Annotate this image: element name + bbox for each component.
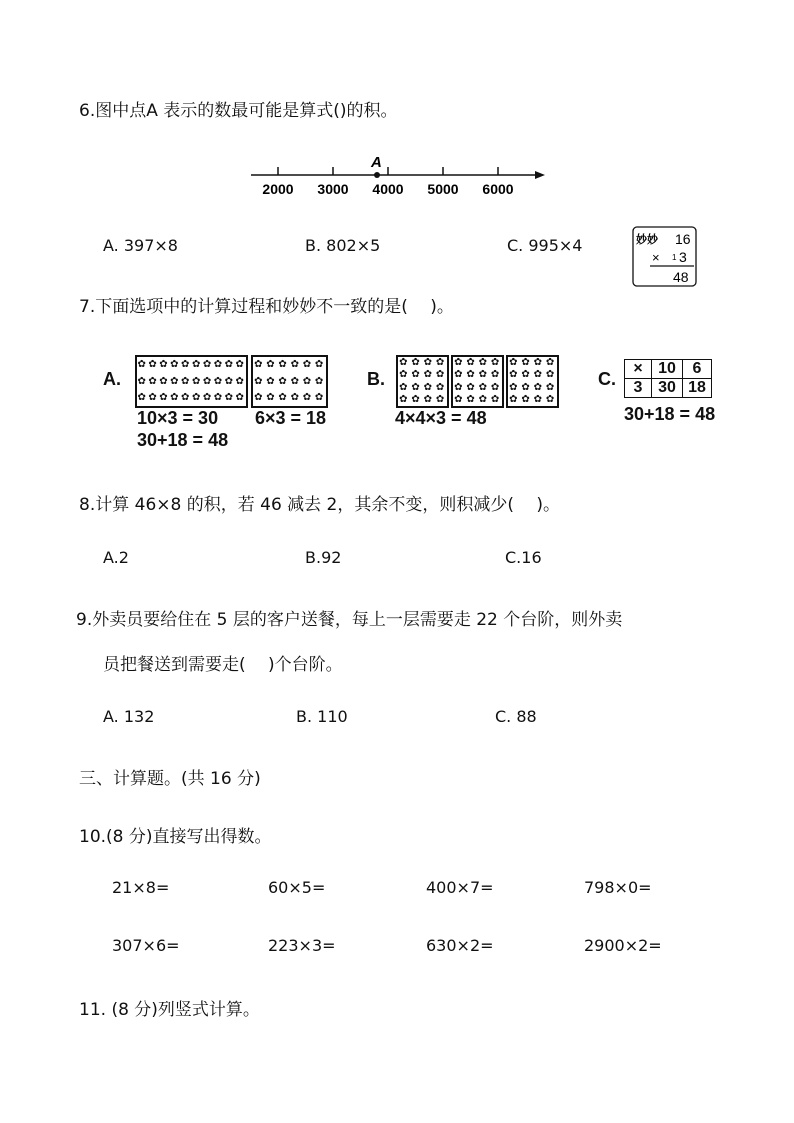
flower-dot-icon: ✿ [509, 381, 518, 393]
q7-option-b-label[interactable]: B. [367, 369, 385, 389]
flower-dot-icon: ✿ [254, 391, 263, 403]
flower-dot-icon: ✿ [159, 375, 168, 387]
flower-dot-icon: ✿ [423, 381, 433, 393]
flower-dot-icon: ✿ [137, 375, 146, 387]
flower-dot-icon: ✿ [454, 393, 463, 405]
flower-dot-icon: ✿ [545, 357, 555, 369]
flower-dot-icon: ✿ [235, 391, 244, 403]
flower-dot-icon: ✿ [202, 375, 212, 387]
flower-dot-icon: ✿ [533, 369, 543, 381]
flower-dot-icon: ✿ [490, 393, 500, 405]
point-a [374, 172, 380, 178]
q7-c-cell-10: 10 [652, 360, 683, 379]
flower-dot-icon: ✿ [266, 359, 275, 371]
q10-item-8: 2900×2= [584, 936, 662, 955]
q7-c-equation-1: 30+18 = 48 [624, 404, 716, 424]
flower-dot-icon: ✿ [521, 393, 530, 405]
q9-option-a[interactable]: A. 132 [103, 707, 155, 726]
flower-dot-icon: ✿ [181, 391, 190, 403]
flower-dot-icon: ✿ [137, 359, 146, 371]
flower-dot-icon: ✿ [191, 391, 201, 403]
q7-option-c-label[interactable]: C. [598, 369, 616, 389]
flower-dot-icon: ✿ [545, 381, 555, 393]
q8-option-c[interactable]: C.16 [505, 548, 542, 567]
flower-dot-icon: ✿ [454, 357, 463, 369]
tick-label-4000: 4000 [372, 181, 404, 197]
question-7-text: 7.下面选项中的计算过程和妙妙不一致的是( )。 [79, 297, 454, 317]
tick-label-6000: 6000 [482, 181, 514, 197]
flower-dot-icon: ✿ [490, 369, 500, 381]
flower-dot-icon: ✿ [224, 375, 234, 387]
flower-dot-icon: ✿ [290, 359, 299, 371]
flower-dot-icon: ✿ [466, 381, 475, 393]
miaomiao-card [632, 226, 698, 288]
q10-item-7: 630×2= [426, 936, 494, 955]
flower-dot-icon: ✿ [159, 359, 168, 371]
flower-dot-icon: ✿ [490, 357, 500, 369]
q9-option-c[interactable]: C. 88 [495, 707, 537, 726]
flower-dot-icon: ✿ [533, 381, 543, 393]
q7-a-equation-1: 10×3 = 30 [137, 408, 219, 428]
flower-dot-icon: ✿ [411, 381, 420, 393]
q7-a-dot-array-10x3 [135, 355, 248, 408]
flower-dot-icon: ✿ [423, 393, 433, 405]
flower-dot-icon: ✿ [202, 359, 212, 371]
flower-dot-icon: ✿ [235, 359, 244, 371]
flower-dot-icon: ✿ [278, 375, 287, 387]
flower-dot-icon: ✿ [148, 391, 157, 403]
flower-dot-icon: ✿ [435, 381, 445, 393]
question-11-text: 11. (8 分)列竖式计算。 [79, 1000, 260, 1020]
q7-c-times-cell: × [625, 360, 652, 379]
q7-c-cell-3: 3 [625, 379, 652, 398]
flower-dot-icon: ✿ [159, 391, 168, 403]
q10-item-6: 223×3= [268, 936, 336, 955]
flower-dot-icon: ✿ [466, 369, 475, 381]
flower-dot-icon: ✿ [224, 391, 234, 403]
q7-c-table-row-2 [625, 379, 712, 398]
point-a-label: A [371, 154, 382, 171]
flower-dot-icon: ✿ [170, 359, 179, 371]
flower-dot-icon: ✿ [213, 375, 223, 387]
q10-item-1: 21×8= [112, 878, 170, 897]
flower-dot-icon: ✿ [399, 393, 408, 405]
flower-dot-icon: ✿ [302, 391, 312, 403]
flower-dot-icon: ✿ [254, 359, 263, 371]
q7-b-dot-block-2 [451, 355, 504, 408]
flower-dot-icon: ✿ [478, 369, 488, 381]
q7-option-a-label[interactable]: A. [103, 369, 121, 389]
miaomiao-name: 妙妙 [636, 234, 658, 246]
q8-option-a[interactable]: A.2 [103, 548, 129, 567]
q6-option-c[interactable]: C. 995×4 [507, 236, 583, 255]
flower-dot-icon: ✿ [399, 369, 408, 381]
q7-c-cell-6: 6 [683, 360, 712, 379]
flower-dot-icon: ✿ [235, 375, 244, 387]
flower-dot-icon: ✿ [170, 375, 179, 387]
flower-dot-icon: ✿ [399, 357, 408, 369]
tick-label-2000: 2000 [262, 181, 294, 197]
flower-dot-icon: ✿ [521, 381, 530, 393]
flower-dot-icon: ✿ [314, 391, 324, 403]
flower-dot-icon: ✿ [423, 369, 433, 381]
q7-c-table-row-1 [625, 360, 712, 379]
question-9-line-1: 9.外卖员要给住在 5 层的客户送餐，每上一层需要走 22 个台阶，则外卖 [76, 610, 623, 630]
flower-dot-icon: ✿ [191, 359, 201, 371]
flower-dot-icon: ✿ [533, 393, 543, 405]
flower-dot-icon: ✿ [466, 357, 475, 369]
flower-dot-icon: ✿ [302, 375, 312, 387]
flower-dot-icon: ✿ [411, 393, 420, 405]
flower-dot-icon: ✿ [302, 359, 312, 371]
q7-a-equation-2: 6×3 = 18 [255, 408, 327, 428]
flower-dot-icon: ✿ [290, 391, 299, 403]
flower-dot-icon: ✿ [213, 359, 223, 371]
flower-dot-icon: ✿ [478, 357, 488, 369]
question-9-line-2: 员把餐送到需要走( )个台阶。 [103, 655, 343, 675]
flower-dot-icon: ✿ [224, 359, 234, 371]
q7-a-dot-array-6x3 [251, 355, 328, 408]
q6-option-a[interactable]: A. 397×8 [103, 236, 178, 255]
flower-dot-icon: ✿ [545, 393, 555, 405]
q7-a-equation-3: 30+18 = 48 [137, 430, 229, 450]
flower-dot-icon: ✿ [521, 369, 530, 381]
flower-dot-icon: ✿ [478, 393, 488, 405]
flower-dot-icon: ✿ [435, 357, 445, 369]
q7-c-cell-30: 30 [652, 379, 683, 398]
flower-dot-icon: ✿ [399, 381, 408, 393]
section-3-title: 三、计算题。(共 16 分) [79, 769, 261, 789]
flower-dot-icon: ✿ [137, 391, 146, 403]
miaomiao-times-sign: × [652, 250, 660, 265]
flower-dot-icon: ✿ [266, 391, 275, 403]
flower-dot-icon: ✿ [509, 357, 518, 369]
q10-item-5: 307×6= [112, 936, 180, 955]
flower-dot-icon: ✿ [290, 375, 299, 387]
q10-item-3: 400×7= [426, 878, 494, 897]
flower-dot-icon: ✿ [181, 375, 190, 387]
flower-dot-icon: ✿ [423, 357, 433, 369]
flower-dot-icon: ✿ [278, 359, 287, 371]
question-10-text: 10.(8 分)直接写出得数。 [79, 827, 272, 847]
tick-label-3000: 3000 [317, 181, 349, 197]
question-8-text: 8.计算 46×8 的积，若 46 减去 2，其余不变，则积减少( )。 [79, 495, 561, 515]
flower-dot-icon: ✿ [148, 375, 157, 387]
q8-option-b[interactable]: B.92 [305, 548, 342, 567]
q9-option-b[interactable]: B. 110 [296, 707, 348, 726]
flower-dot-icon: ✿ [509, 393, 518, 405]
flower-dot-icon: ✿ [170, 391, 179, 403]
flower-dot-icon: ✿ [454, 369, 463, 381]
flower-dot-icon: ✿ [314, 375, 324, 387]
tick-label-5000: 5000 [427, 181, 459, 197]
number-line [245, 150, 555, 202]
question-6-text: 6.图中点A 表示的数最可能是算式()的积。 [79, 101, 398, 121]
flower-dot-icon: ✿ [490, 381, 500, 393]
flower-dot-icon: ✿ [411, 369, 420, 381]
flower-dot-icon: ✿ [521, 357, 530, 369]
q7-b-dot-block-3 [506, 355, 559, 408]
flower-dot-icon: ✿ [435, 369, 445, 381]
q7-c-multiplication-table [624, 359, 712, 398]
flower-dot-icon: ✿ [181, 359, 190, 371]
q7-c-cell-18: 18 [683, 379, 712, 398]
flower-dot-icon: ✿ [533, 357, 543, 369]
miaomiao-top-number: 16 [675, 231, 691, 247]
flower-dot-icon: ✿ [278, 391, 287, 403]
flower-dot-icon: ✿ [202, 391, 212, 403]
flower-dot-icon: ✿ [509, 369, 518, 381]
flower-dot-icon: ✿ [266, 375, 275, 387]
flower-dot-icon: ✿ [435, 393, 445, 405]
flower-dot-icon: ✿ [148, 359, 157, 371]
flower-dot-icon: ✿ [254, 375, 263, 387]
flower-dot-icon: ✿ [478, 381, 488, 393]
q7-b-equation-1: 4×4×3 = 48 [395, 408, 487, 428]
q7-b-dot-block-1 [396, 355, 449, 408]
flower-dot-icon: ✿ [545, 369, 555, 381]
q10-item-4: 798×0= [584, 878, 652, 897]
q10-item-2: 60×5= [268, 878, 326, 897]
flower-dot-icon: ✿ [213, 391, 223, 403]
miaomiao-multiplier: 3 [679, 249, 687, 265]
flower-dot-icon: ✿ [454, 381, 463, 393]
number-line-arrow [535, 171, 545, 179]
flower-dot-icon: ✿ [411, 357, 420, 369]
q6-option-b[interactable]: B. 802×5 [305, 236, 381, 255]
flower-dot-icon: ✿ [314, 359, 324, 371]
miaomiao-result: 48 [673, 269, 689, 285]
miaomiao-carry: 1 [672, 253, 677, 262]
flower-dot-icon: ✿ [466, 393, 475, 405]
flower-dot-icon: ✿ [191, 375, 201, 387]
